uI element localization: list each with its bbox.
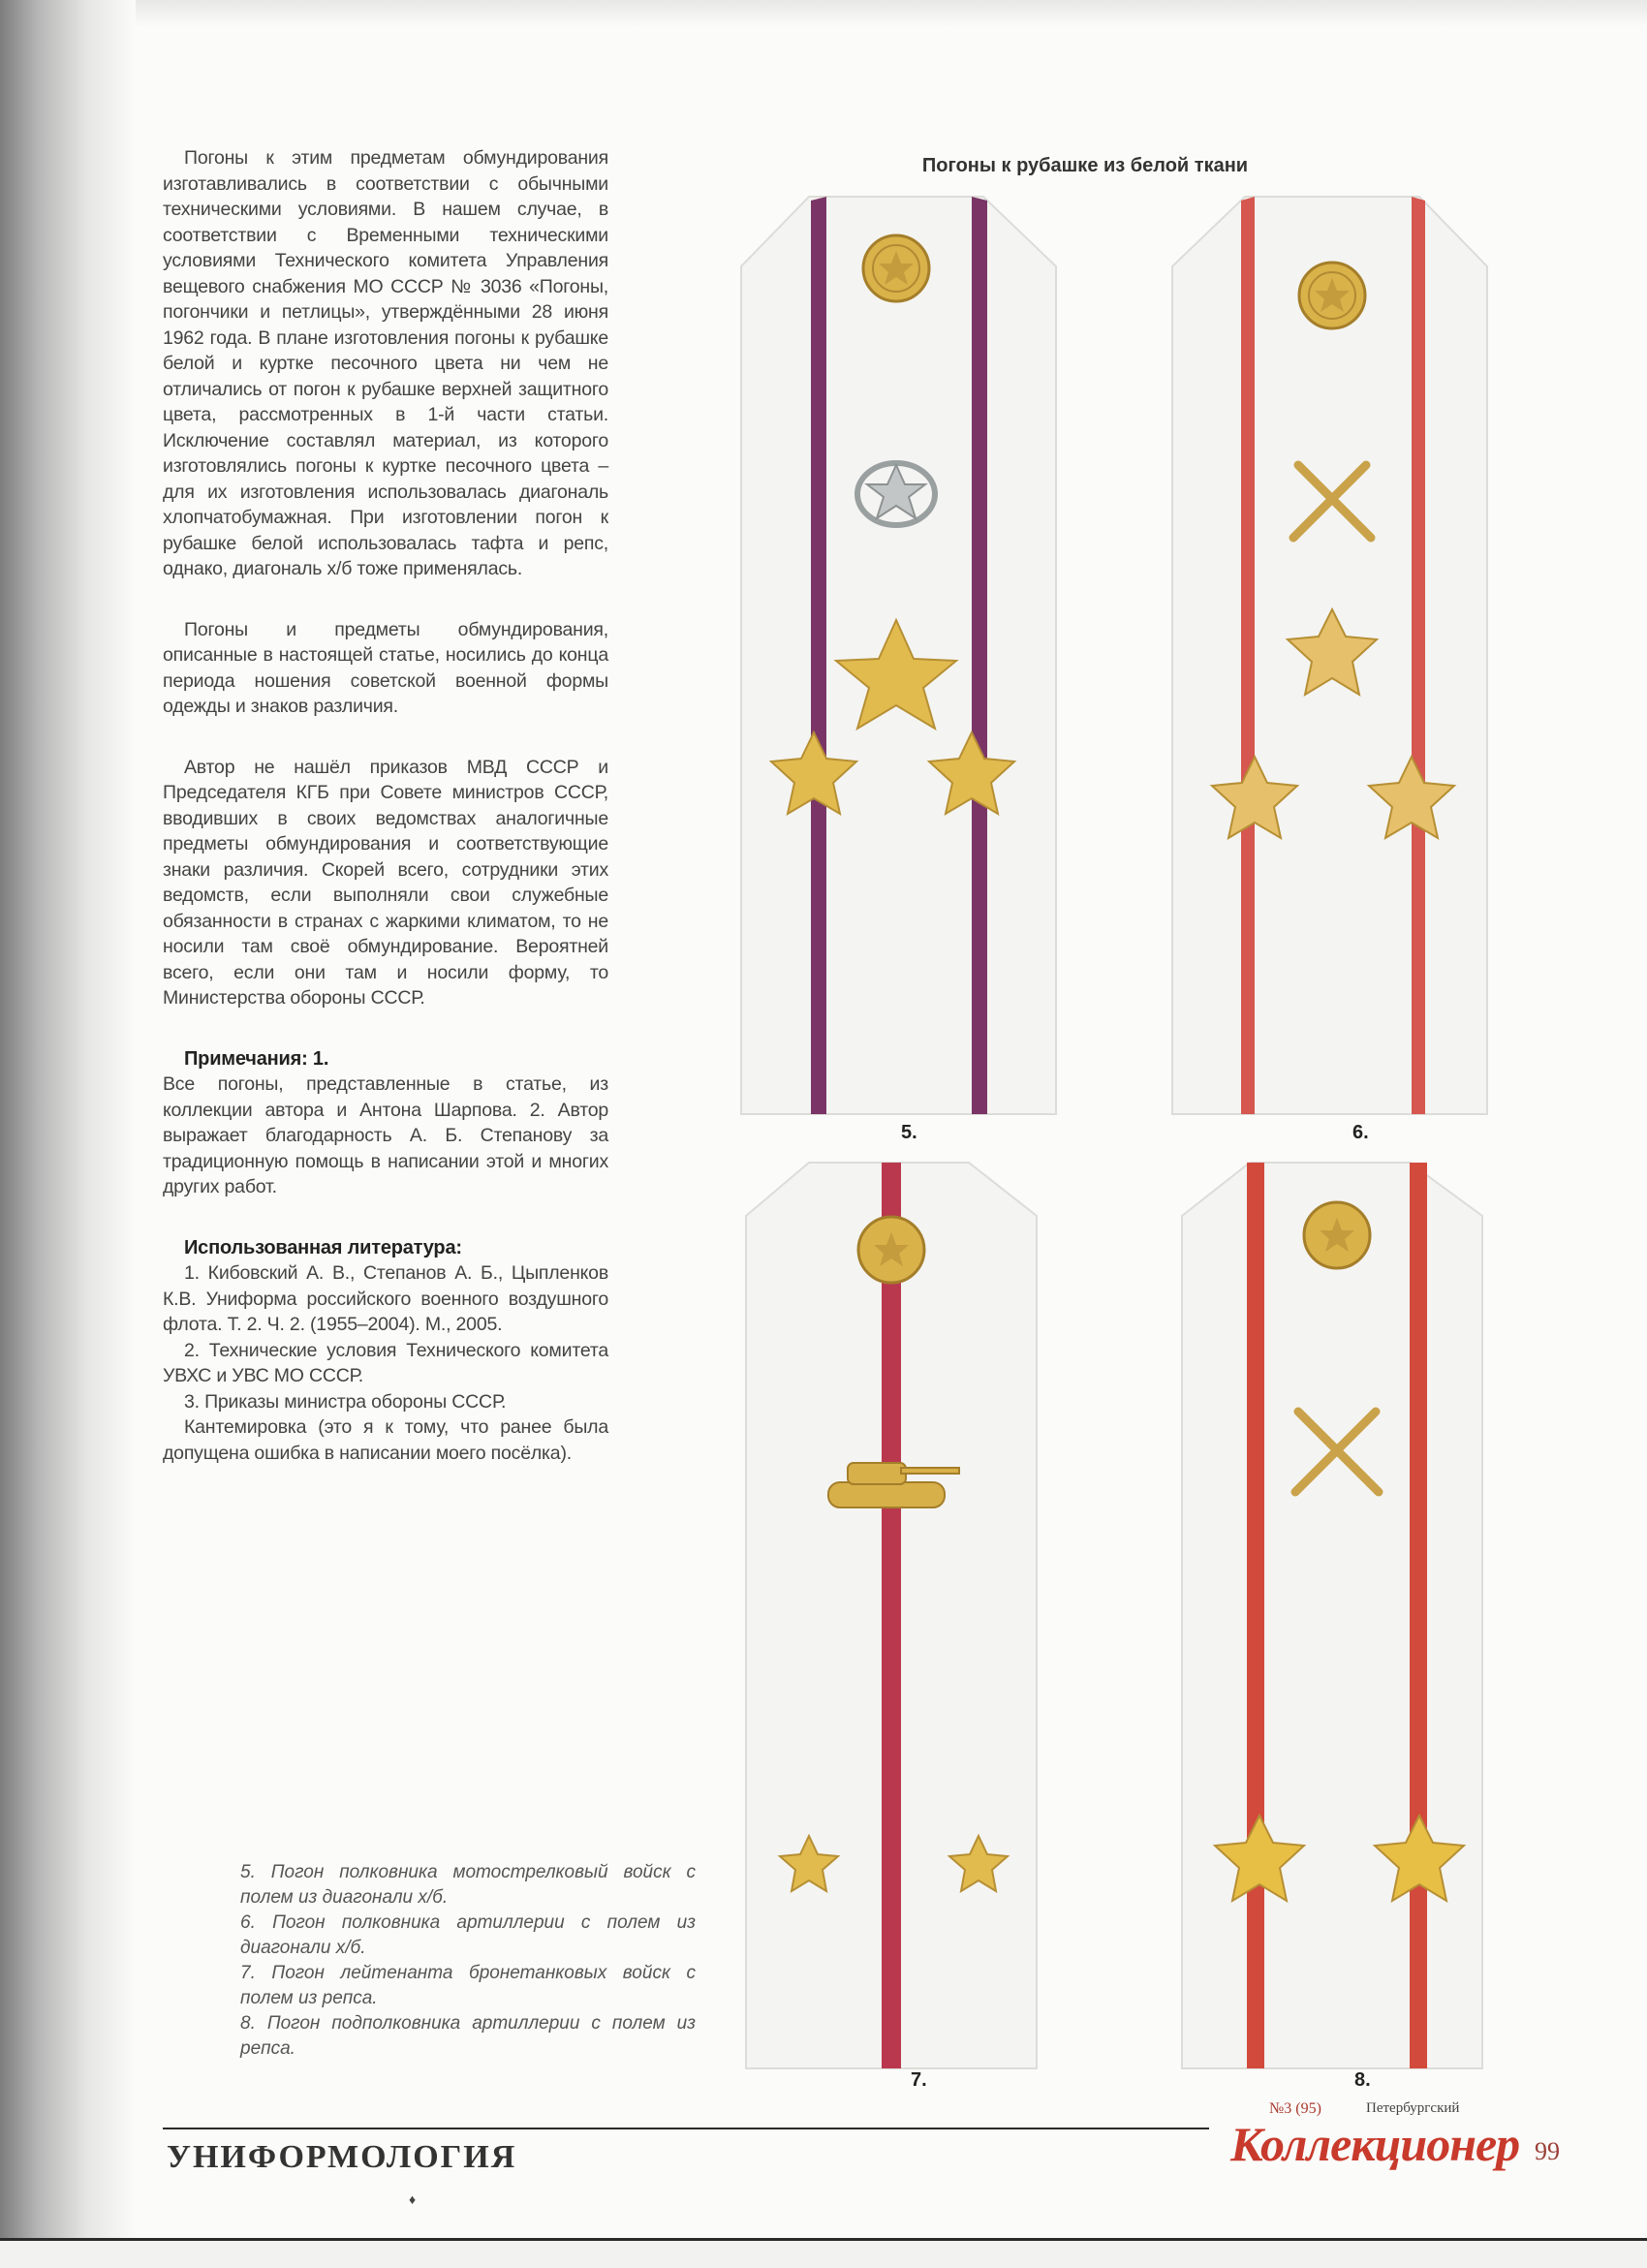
article-paragraph-2: Погоны и предметы обмундирования, описанные в настоящей статье, носились до конца периода ношения советской военной формы одежды и знаков различия. [163, 618, 608, 717]
caption-8: 8. Погон подполковника артиллерии с полем из репса. [240, 2013, 696, 2059]
strap-6-number: 6. [1352, 1122, 1369, 1143]
caption-5: 5. Погон полковника мотострелковый войск с полем из диагонали х/б. [240, 1862, 696, 1908]
button-icon [1304, 1202, 1370, 1268]
strap-5-number: 5. [901, 1122, 917, 1143]
literature-item-3: 3. Приказы министра обороны СССР. [184, 1390, 507, 1413]
shoulder-strap-8 [1167, 1158, 1497, 2078]
literature-item-1: 1. Кибовский А. В., Степанов А. Б., Цыпленков К.В. Униформа российского военного воздушного флота. Т. 2. Ч. 2. (1955–2004). М., 2005. [163, 1262, 608, 1335]
article-paragraph-1: Погоны к этим предметам обмундирования изготавливались в соответствии с обычными техническими условиями. В нашем случае, в соответствии с Временными техническими условиями Технического комитета Управления вещевого снабжения МО СССР № 3036 «Погоны, погончики и петлицы», утверждёнными 28 июня 1962 года. В плане изготовления погоны к рубашке белой и куртке песочного цвета ни чем не отличались от погон к рубашке верхней защитного цвета, рассмотренных в 1-й части статьи. Исключение составлял материал, из которого изготовлялись погоны к куртке песочного цвета – для их изготовления использовалась диагональ хлопчатобумажная. При изготовлении погон к рубашке белой использовалась тафта и репс, однако, диагональ х/б тоже применялась. [163, 147, 608, 579]
article-paragraph-3: Автор не нашёл приказов МВД СССР и Председателя КГБ при Совете министров СССР, вводивших в своих ведомствах аналогичные предметы обмундирования и соответствующие знаки различия. Скорей всего, сотрудники этих ведомств, если выполняли свои служебные обязанности в странах с жаркими климатом, то не носили там своё обмундирование. Вероятней всего, если они там и носили форму, то Министерства обороны СССР. [163, 756, 608, 1009]
magazine-logo: Коллекционер [1230, 2117, 1520, 2171]
page-bottom-edge [0, 2238, 1647, 2268]
caption-7: 7. Погон лейтенанта бронетанковых войск с полем из репса. [240, 1963, 696, 2008]
magazine-subtitle: Петербургский [1366, 2100, 1460, 2116]
page-top-shadow [0, 0, 1647, 27]
page-number: 99 [1535, 2137, 1560, 2165]
literature-item-4: Кантемировка (это я к тому, что ранее была допущена ошибка в написании моего посёлка). [163, 1416, 608, 1464]
notes-heading: Примечания: 1. [184, 1047, 329, 1070]
article-text-column [163, 145, 608, 1466]
strap-5-stripe-right [972, 197, 987, 1114]
shoulder-strap-5 [722, 189, 1071, 1129]
tank-emblem-icon [828, 1463, 959, 1507]
section-name: УНИФОРМОЛОГИЯ [167, 2139, 517, 2175]
figure-captions [240, 1860, 696, 2062]
literature-item-2: 2. Технические условия Технического комитета УВХС и УВС МО СССР. [163, 1339, 608, 1386]
strap-5-stripe-left [811, 197, 826, 1114]
footer-ornament-icon: ♦ [409, 2191, 417, 2207]
button-icon [863, 235, 929, 301]
caption-6: 6. Погон полковника артиллерии с полем из диагонали х/б. [240, 1912, 696, 1958]
button-icon [858, 1217, 924, 1283]
strap-7-number: 7. [911, 2069, 927, 2091]
page-binding-shadow [0, 0, 136, 2265]
button-icon [1299, 263, 1365, 328]
strap-8-number: 8. [1354, 2069, 1371, 2091]
literature-heading: Использованная литература: [184, 1236, 462, 1258]
shoulder-strap-6 [1158, 189, 1507, 1129]
footer-rule [163, 2128, 1209, 2129]
issue-number: №3 (95) [1269, 2100, 1321, 2117]
figure-title: Погоны к рубашке из белой ткани [921, 155, 1249, 176]
shoulder-strap-7 [731, 1158, 1051, 2078]
notes-text: Все погоны, представленные в статье, из коллекции автора и Антона Шарпова. 2. Автор выражает благодарность А. Б. Степанову за традиционную помощь в написании этой и многих других работ. [163, 1073, 608, 1197]
